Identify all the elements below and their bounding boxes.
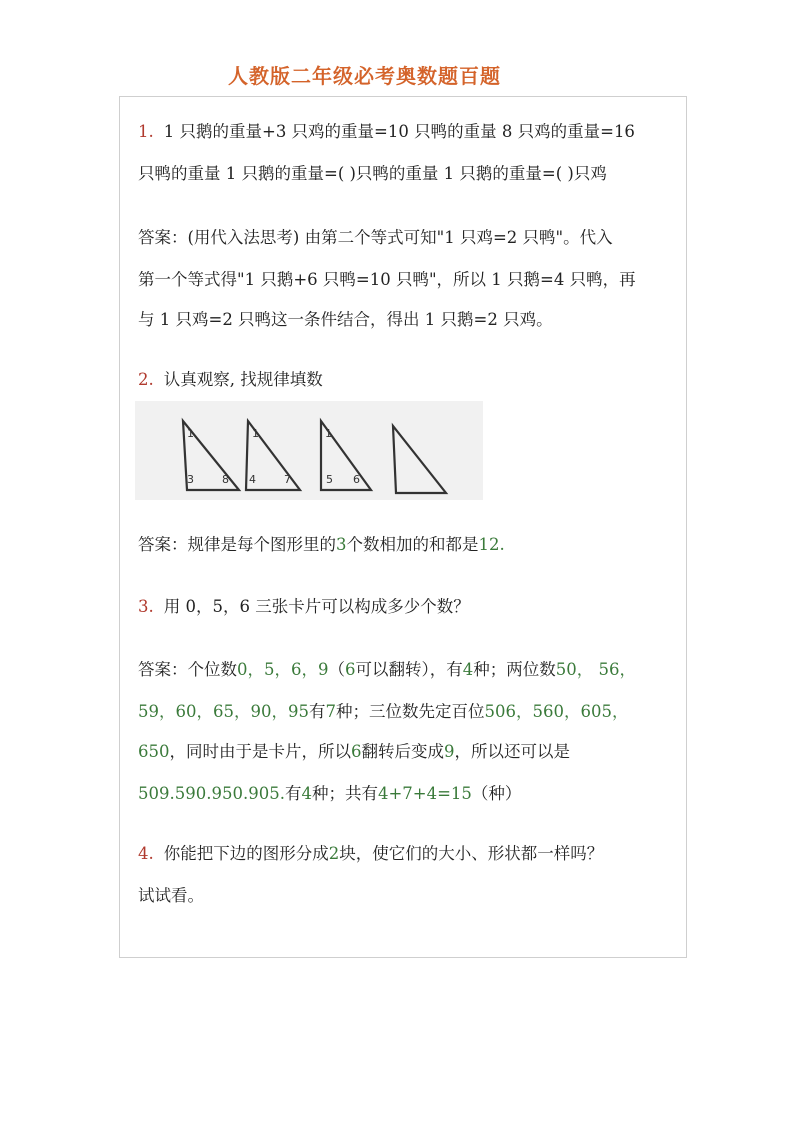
q1-text-1: 1 只鹅的重量+3 只鸡的重量=10 只鸭的重量 8 只鸡的重量=16	[163, 122, 635, 141]
q3-a4-sum: 4+7+4=15	[377, 784, 472, 803]
triangle-3	[321, 421, 371, 490]
q2-answer-3: 3	[336, 535, 347, 554]
triangle-2-left: 4	[249, 473, 256, 486]
triangle-1	[183, 421, 239, 490]
q3-answer-1	[138, 662, 636, 679]
q3-answer-2	[138, 704, 628, 721]
q1-number: 1.	[138, 122, 154, 141]
q3-a2-seven: 7	[325, 702, 336, 721]
triangle-3-top: 1	[325, 427, 332, 440]
q3-a3-six: 6	[351, 742, 362, 761]
q3-number: 3.	[138, 597, 154, 616]
page-title: 人教版二年级必考奥数题百题	[228, 64, 501, 88]
q4-number: 4.	[138, 844, 154, 863]
q3-a1-four: 4	[462, 660, 474, 679]
q2-answer-12: 12.	[478, 535, 505, 554]
triangle-2-top: 1	[252, 427, 259, 440]
q3-a1-values: 0，5，6，9	[237, 660, 329, 679]
q1-line2: 只鸭的重量 1 只鹅的重量=( )只鸭的重量 1 只鹅的重量=( )只鸡	[138, 164, 607, 183]
triangles-svg	[135, 401, 483, 500]
q3-a4-end: （种）	[471, 784, 522, 803]
q3-a3-nine: 9	[444, 742, 455, 761]
q3-text: 用 0，5，6 三张卡片可以构成多少个数？	[163, 597, 470, 616]
triangle-3-left: 5	[326, 473, 333, 486]
triangle-pattern-figure	[135, 401, 483, 500]
q1-answer-3: 与 1 只鸡=2 只鸭这一条件结合，得出 1 只鹅=2 只鸡。	[138, 310, 553, 329]
q2-line	[138, 372, 323, 389]
q3-a3-end: ，所以还可以是	[454, 742, 570, 761]
q3-a3-mid2: 翻转后变成	[361, 742, 444, 761]
q3-a4-nums: 509.590.950.905.	[138, 784, 285, 803]
q4-text-two: 2	[328, 844, 340, 863]
triangle-4-blank	[393, 426, 446, 493]
q3-a1-rest: 可以翻转），有	[355, 660, 463, 679]
triangle-1-right: 8	[222, 473, 229, 486]
q2-answer-mid: 个数相加的和都是	[346, 535, 479, 554]
q3-a4-four: 4	[301, 784, 312, 803]
triangle-1-top: 1	[187, 427, 194, 440]
q3-a2-nums: 59，60，65，90，95	[138, 702, 309, 721]
q3-a4-mid: 有	[284, 784, 302, 803]
q3-a2-nums2: 506，560，605，	[484, 702, 629, 721]
triangle-2	[246, 421, 300, 490]
q3-a2-rest: 种；三位数先定百位	[335, 702, 485, 721]
q3-a3-mid: ，同时由于是卡片，所以	[169, 742, 351, 761]
q3-a4-mid2: 种；共有	[311, 784, 378, 803]
q4-text-b: 块，使它们的大小、形状都一样吗？	[339, 844, 604, 863]
triangle-2-right: 7	[284, 473, 291, 486]
q3-a2-mid: 有	[308, 702, 326, 721]
q2-text: 认真观察, 找规律填数	[163, 370, 323, 389]
q4-line2: 试试看。	[138, 886, 204, 905]
q3-answer-4	[138, 786, 521, 803]
q3-a3-num: 650	[138, 742, 170, 761]
q3-a1-six: 6	[345, 660, 356, 679]
q2-number: 2.	[138, 370, 154, 389]
content-frame	[119, 96, 687, 958]
q3-a1-label: 答案：个位数	[138, 660, 237, 679]
triangle-3-right: 6	[353, 473, 360, 486]
q1-answer-1: 答案：(用代入法思考) 由第二个等式可知"1 只鸡=2 只鸭"。代入	[138, 228, 613, 247]
q3-a1-end: 种；两位数	[473, 660, 556, 679]
triangle-1-left: 3	[187, 473, 194, 486]
q3-line	[138, 599, 470, 616]
q1-answer-2: 第一个等式得"1 只鹅+6 只鸭=10 只鸭"，所以 1 只鹅=4 只鸭，再	[138, 270, 636, 289]
q3-a1-paren: （	[328, 660, 345, 679]
q2-answer-prefix: 答案：规律是每个图形里的	[138, 535, 336, 554]
q3-a1-nums: 50， 56，	[555, 660, 636, 679]
q2-answer	[138, 537, 505, 554]
q4-line1	[138, 846, 603, 863]
q3-answer-3	[138, 744, 570, 761]
q1-line1	[138, 124, 635, 141]
q4-text-a: 你能把下边的图形分成	[163, 844, 329, 863]
